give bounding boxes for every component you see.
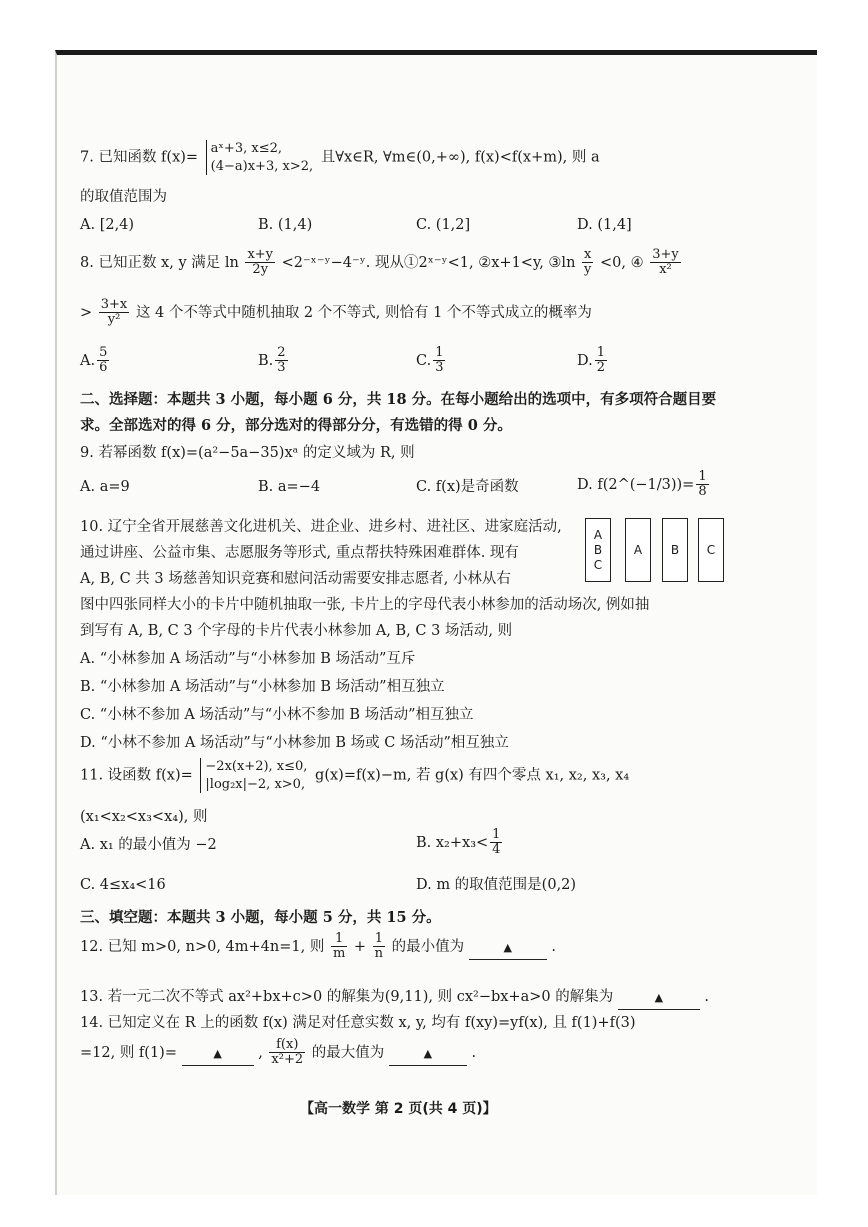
q8-f1-num: x+y [247, 247, 274, 262]
q11-option-b-label: B. x₂+x₃< [416, 834, 489, 851]
question-7 [80, 140, 730, 175]
q8-stem-b: <2⁻ˣ⁻ʸ−4⁻ʸ. 现从①2ˣ⁻ʸ<1, ②x+1<y, ③ln [281, 254, 576, 271]
q8-option-b-value [275, 346, 287, 376]
q8-stem-c: <0, ④ [600, 254, 644, 271]
card-abc-b: B [593, 542, 603, 557]
q8-option-d [577, 346, 609, 376]
q9-d-den: 8 [698, 484, 707, 500]
card-abc-a: A [593, 527, 603, 542]
q10-line2: 通过讲座、公益市集、志愿服务等形式, 重点帮扶特殊困难群体. 现有 [80, 545, 519, 561]
q14-end: . [471, 1044, 477, 1061]
q8-f4-den: y² [107, 312, 121, 328]
q12-f1-den: m [332, 946, 346, 962]
q10-option-d: D. “小林不参加 A 场活动”与“小林参加 B 场或 C 场活动”相互独立 [80, 735, 509, 751]
q13-stem: 13. 若一元二次不等式 ax²+bx+c>0 的解集为(9,11), 则 cx²−bx+a>0 的解集为 [80, 989, 614, 1005]
q8-f2-num: x [582, 248, 593, 263]
q8-fraction-2 [582, 248, 593, 278]
q11-stem-a: 11. 设函数 f(x)= [80, 767, 193, 784]
q7-piecewise [206, 140, 313, 175]
q12-f2-num: 1 [373, 932, 385, 947]
q10-line3: A, B, C 共 3 场慈善知识竞赛和慰问活动需要安排志愿者, 小林从右 [80, 571, 511, 587]
q12-stem-b: 的最小值为 [391, 938, 465, 955]
q8-option-a-label: A. [80, 352, 96, 369]
q7-stem-end: 且∀x∈R, ∀m∈(0,+∞), f(x)<f(x+m), 则 a [320, 149, 600, 166]
card-b: B [662, 518, 688, 582]
q14-f-den: x²+2 [271, 1052, 304, 1068]
q14-line2 [80, 1038, 730, 1068]
q8-option-a [80, 346, 111, 376]
q8-f2-den: y [584, 262, 592, 278]
q11-stem-b: g(x)=f(x)−m, 若 g(x) 有四个零点 x₁, x₂, x₃, x₄ [315, 767, 630, 784]
q10-option-b: B. “小林参加 A 场活动”与“小林参加 B 场活动”相互独立 [80, 679, 445, 695]
q12-end: . [551, 938, 556, 955]
q11-b-den: 4 [492, 842, 501, 858]
q8-f3-den: x² [659, 262, 672, 278]
q8-fraction-1 [245, 248, 275, 278]
q7-piece-2: (4−a)x+3, x>2, [210, 158, 314, 174]
q9-d-num: 1 [698, 469, 707, 484]
q8-f1-den: 2y [252, 262, 269, 278]
q14-f-num: f(x) [269, 1038, 305, 1053]
section-2-title-line1: 二、选择题：本题共 3 小题，每小题 6 分，共 18 分。在每小题给出的选项中，有多项符合题目要 [80, 391, 717, 408]
q8-b-num: 2 [277, 345, 286, 360]
q8-d-num: 1 [596, 345, 605, 360]
q7-option-b: B. (1,4) [258, 217, 313, 233]
q8-f4-num: 3+x [100, 297, 128, 312]
q12-answer-blank[interactable] [469, 936, 547, 960]
q14-stem-b: =12, 则 f(1)= [80, 1044, 177, 1061]
q8-gt: > [80, 304, 93, 321]
q9-option-d [577, 470, 711, 500]
q12-blank-marker: ▲ [503, 940, 512, 954]
q14-answer-blank-1[interactable] [182, 1042, 254, 1066]
q9-option-d-label: D. f(2^(−1/3))= [577, 476, 695, 493]
q8-fraction-3 [650, 248, 681, 278]
q8-option-b [258, 346, 290, 376]
q11-option-b-value [490, 828, 502, 858]
q10-line5: 到写有 A, B, C 3 个字母的卡片代表小林参加 A, B, C 3 场活动, 则 [80, 623, 513, 639]
q11-option-b [416, 828, 504, 858]
q7-stem-start: 7. 已知函数 f(x)= [80, 149, 199, 166]
q12-plus: + [353, 938, 367, 955]
question-8 [80, 248, 730, 278]
question-13 [80, 986, 730, 1010]
q14-comma: , [258, 1044, 263, 1061]
section-2-title-line2: 求。全部选对的得 6 分，部分选对的得部分分，有选错的得 0 分。 [80, 417, 512, 434]
q12-fraction-2 [373, 932, 385, 962]
q13-answer-blank[interactable] [618, 986, 700, 1010]
q11-piecewise [200, 758, 307, 793]
q14-stem-d: 的最大值为 [311, 1044, 385, 1061]
question-9: 9. 若幂函数 f(x)=(a²−5a−35)xᵃ 的定义域为 R, 则 [80, 445, 415, 461]
q8-a-den: 6 [99, 360, 108, 376]
q7-option-c: C. (1,2] [416, 217, 471, 233]
q14-fraction [269, 1038, 305, 1068]
q12-fraction-1 [331, 932, 347, 962]
q9-option-b: B. a=−4 [258, 479, 321, 495]
q11-b-num: 1 [492, 827, 501, 842]
q11-stem-line2: (x₁<x₂<x₃<x₄), 则 [80, 809, 208, 825]
q12-stem-a: 12. 已知 m>0, n>0, 4m+4n=1, 则 [80, 938, 325, 955]
card-abc [585, 518, 611, 582]
q11-option-c: C. 4≤x₄<16 [80, 877, 166, 893]
q9-option-d-value [696, 470, 708, 500]
q7-stem-line2: 的取值范围为 [80, 189, 167, 205]
q8-stem-e: 这 4 个不等式中随机抽取 2 个不等式, 则恰有 1 个不等式成立的概率为 [135, 304, 592, 321]
q14-blank-1-marker: ▲ [213, 1046, 222, 1060]
q10-line1: 10. 辽宁全省开展慈善文化进机关、进企业、进乡村、进社区、进家庭活动, [80, 519, 562, 535]
q10-option-a: A. “小林参加 A 场活动”与“小林参加 B 场活动”互斥 [80, 651, 416, 667]
question-11 [80, 758, 730, 793]
section-3-title: 三、填空题：本题共 3 小题，每小题 5 分，共 15 分。 [80, 909, 441, 926]
q7-piece-1: aˣ+3, x≤2, [210, 141, 282, 156]
q8-c-den: 3 [435, 360, 444, 376]
q8-c-num: 1 [435, 345, 444, 360]
q8-option-a-value [97, 346, 109, 376]
q8-option-b-label: B. [258, 352, 274, 369]
q9-option-c: C. f(x)是奇函数 [416, 479, 519, 495]
q10-option-c: C. “小林不参加 A 场活动”与“小林不参加 B 场活动”相互独立 [80, 707, 474, 723]
q11-piece-2: |log₂x|−2, x>0, [205, 776, 306, 792]
q8-b-den: 3 [277, 360, 286, 376]
card-a: A [625, 518, 651, 582]
q11-piece-1: −2x(x+2), x≤0, [205, 759, 308, 774]
q8-option-d-value [595, 346, 607, 376]
q13-end: . [704, 989, 710, 1005]
q12-f1-num: 1 [331, 932, 347, 947]
q8-option-c [416, 346, 447, 376]
q11-option-d: D. m 的取值范围是(0,2) [416, 877, 577, 893]
q8-option-d-label: D. [577, 352, 593, 369]
question-14: 14. 已知定义在 R 上的函数 f(x) 满足对任意实数 x, y, 均有 f(xy)=yf(x), 且 f(1)+f(3) [80, 1015, 636, 1031]
q10-line4: 图中四张同样大小的卡片中随机抽取一张, 卡片上的字母代表小林参加的活动场次, 例如抽 [80, 597, 650, 613]
page-footer: 【高一数学 第 2 页(共 4 页)】 [300, 1101, 497, 1117]
q11-option-a: A. x₁ 的最小值为 −2 [80, 837, 217, 853]
q8-stem-a: 8. 已知正数 x, y 满足 ln [80, 254, 239, 271]
q9-option-a: A. a=9 [80, 479, 130, 495]
card-c: C [698, 518, 724, 582]
q7-option-d: D. (1,4] [577, 217, 632, 233]
q8-f3-num: 3+y [652, 247, 679, 262]
q12-f2-den: n [374, 946, 384, 962]
q14-blank-2-marker: ▲ [423, 1046, 433, 1060]
q8-option-c-label: C. [416, 352, 432, 369]
q8-stem-line2 [80, 298, 730, 328]
q7-option-a: A. [2,4) [80, 217, 135, 233]
question-12 [80, 932, 730, 962]
q8-option-c-value [433, 346, 445, 376]
card-abc-c: C [593, 557, 603, 572]
q8-d-den: 2 [596, 360, 605, 376]
q14-answer-blank-2[interactable] [389, 1042, 467, 1066]
q8-a-num: 5 [99, 345, 108, 360]
q13-blank-marker: ▲ [654, 991, 664, 1004]
q8-fraction-4 [99, 298, 130, 328]
